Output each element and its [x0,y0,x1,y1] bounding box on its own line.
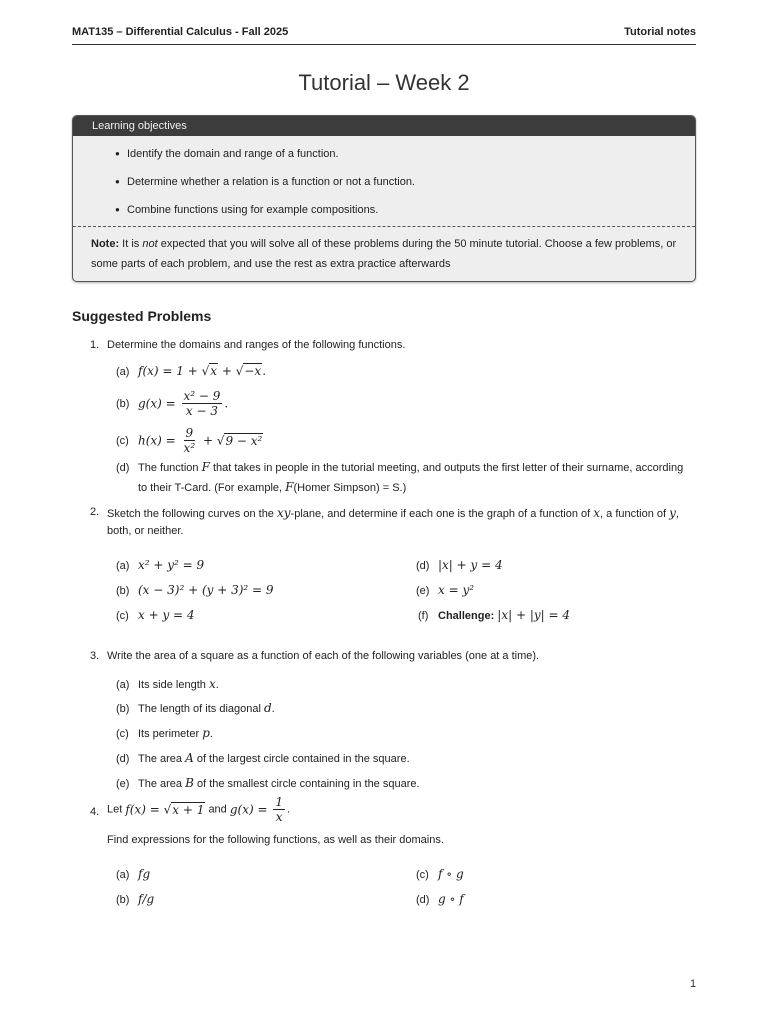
problem-2b: (b) (x − 3)² + (y + 3)² = 9 [116,583,274,597]
problem-2c: (c) x + y = 4 [116,608,195,622]
header-section: Tutorial notes [624,26,696,38]
course-title: MAT135 – Differential Calculus - Fall 2025 [72,26,289,38]
problem-1c: (c) h(x) = $\frac{9}{\text{x²}}$ + √9 − x² [116,426,263,455]
objectives-list [73,136,695,244]
page-title: Tutorial – Week 2 [298,70,470,95]
objective-item: ● Identify the domain and range of a function. [115,148,339,160]
problem-1d-line2: to their T-Card. (For example, F(Homer Simpson) = S.) [138,480,407,494]
page-header [72,26,696,45]
objective-item: ● Determine whether a relation is a function or not a function. [115,176,415,188]
problem-2d: (d) |x| + y = 4 [416,558,503,572]
dashed-divider [73,226,695,227]
problem-3a: (a) Its side length x. [116,677,219,691]
problem-3c: (c) Its perimeter p. [116,726,213,740]
learning-objectives-box [72,115,696,282]
problem-4d: (d) g ∘ f [416,892,464,906]
bullet-icon: ● [115,177,120,186]
objectives-heading: Learning objectives [73,116,695,136]
problem-1-text: Determine the domains and ranges of the following functions. [107,339,406,351]
problem-3e: (e) The area B of the smallest circle containing in the square. [116,776,420,790]
problem-3b: (b) The length of its diagonal d. [116,701,275,715]
bullet-icon: ● [115,149,120,158]
page-number: 1 [690,978,697,990]
problem-2a: (a) x² + y² = 9 [116,558,205,572]
problem-2-number: 2. [90,506,100,518]
problem-2-text-line2: both, or neither. [107,525,184,537]
problem-1b: (b) g(x) = $\frac{\text{x² − 9}}{x - 3}$ . [116,389,229,418]
problem-4-text: Find expressions for the following functions, as well as their domains. [107,834,444,846]
problem-2-text: Sketch the following curves on the xy-plane, and determine if each one is the graph of a function of x, a function of y, [107,506,679,520]
problem-4a: (a) fg [116,867,151,881]
problem-1-number: 1. [90,339,100,351]
problem-3d: (d) The area A of the largest circle contained in the square. [116,751,410,765]
objective-item: ● Combine functions using for example compositions. [115,204,379,216]
section-title: Suggested Problems [72,308,212,324]
problem-1a: (a) f(x) = 1 + √x + √−x. [116,364,267,378]
problem-4b: (b) f/g [116,892,155,906]
problem-1d: (d) The function F that takes in people in the tutorial meeting, and outputs the first letter of their surname, according [116,460,684,474]
problem-3-text: Write the area of a square as a function of each of the following variables (one at a time). [107,650,540,662]
problem-3-number: 3. [90,650,100,662]
problem-2e: (e) x = y² [416,583,475,597]
bullet-icon: ● [115,205,120,214]
objectives-note: Note: It is not expected that you will solve all of these problems during the 50 minute tutorial. Choose a few problems, or some parts of each problem, and use the rest as extra practice afterwards [91,238,677,270]
problem-2f: (f) Challenge: |x| + |y| = 4 [418,608,571,622]
problem-4c: (c) f ∘ g [416,867,464,881]
problem-4-statement: Let f(x) = √x + 1 and g(x) = $\frac{1}{x}$ . [107,795,291,824]
problem-4-number: 4. [90,806,100,818]
